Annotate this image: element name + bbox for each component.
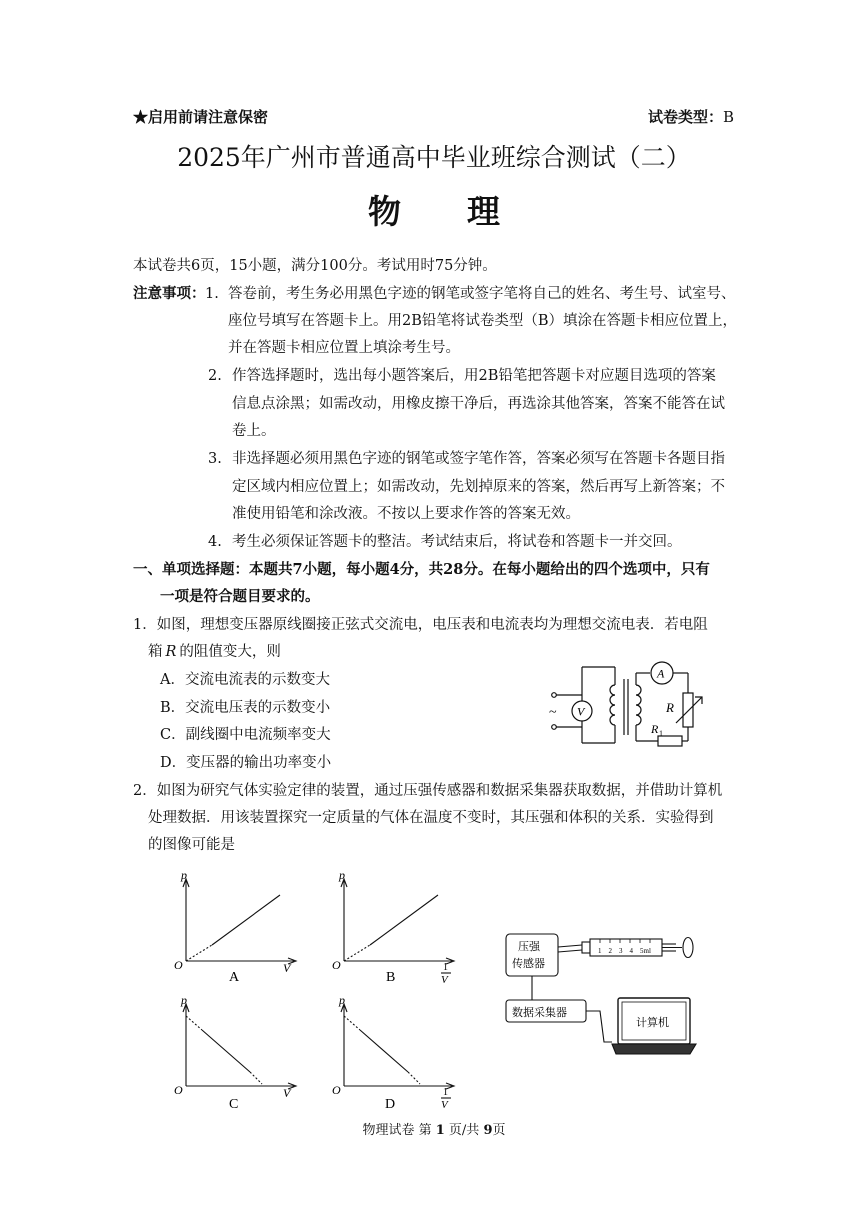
note-4-line: 考生必须保证答题卡的整洁。考试结束后，将试卷和答题卡一并交回。 [232,534,682,550]
q1-option-d: D．变压器的输出功率变小 [160,755,332,771]
note-3-num: 3. [208,451,222,467]
graph-c [170,990,305,1115]
computer-label: 计算机 [636,1017,669,1029]
graph-d-ylabel: p [339,993,345,1007]
rheostat-label: R [666,700,674,715]
paper-type-value: B [723,108,735,126]
graph-d-xlabel-num: 1 [443,1087,448,1098]
graph-a-label: A [229,970,240,985]
paper-type-label: 试卷类型： [648,108,724,126]
note-2-line: 作答选择题时，选出每小题答案后，用2B铅笔把答题卡对应题目选项的答案 [232,368,716,384]
graph-c-label: C [229,1097,239,1112]
footer-post: 页 [492,1123,506,1138]
q1-stem-cont [148,642,281,662]
exam-title: 2025年广州市普通高中毕业班综合测试（二） [177,143,691,172]
resistor-label: R [651,722,659,736]
graph-d [328,990,463,1115]
note-1-line: 答卷前，考生务必用黑色字迹的钢笔或签字笔将自己的姓名、考生号、试室号、 [228,286,736,302]
note-2-line: 信息点涂黑；如需改动，用橡皮擦干净后，再选涂其他答案，答案不能答在试 [232,396,725,412]
pressure-sensor-label: 压强 [518,941,540,953]
graph-d-origin: O [332,1083,341,1097]
footer-total-pages: 9 [483,1123,493,1138]
graph-c-ylabel: p [181,993,187,1007]
q1-stem: 1．如图，理想变压器原线圈接正弦式交流电，电压表和电流表均为理想交流电表．若电阻 [133,617,708,633]
page-footer [0,1122,868,1140]
gas-apparatus-diagram [500,922,710,1062]
voltmeter-label: V [577,704,585,719]
graph-d-label: D [385,1097,396,1112]
note-1-line: 座位号填写在答题卡上。用2B铅笔将试卷类型（B）填涂在答题卡相应位置上， [228,313,738,329]
footer-pre: 物理试卷 第 [362,1123,436,1138]
graph-b-origin: O [332,958,341,972]
q2-stem-cont: 的图像可能是 [148,837,235,853]
graph-c-xlabel: V [283,1086,291,1100]
graph-b-xlabel-den: V [441,974,448,986]
q1-option-c: C．副线圈中电流频率变大 [160,727,331,743]
transformer-circuit-diagram [540,655,720,755]
data-collector-label: 数据采集器 [512,1007,567,1019]
graph-d-xlabel-den: V [441,1099,448,1111]
q2-stem-cont: 处理数据．用该装置探究一定质量的气体在温度不变时，其压强和体积的关系．实验得到 [148,810,714,826]
note-4-num: 4. [208,534,222,550]
note-1-num: 1. [205,286,219,302]
footer-page-number: 1 [435,1123,445,1138]
note-3-line: 准使用铅笔和涂改液。不按以上要求作答的答案无效。 [232,506,580,522]
q1-stem-post: 的阻值变大，则 [179,644,281,660]
graph-c-origin: O [174,1083,183,1097]
graph-b-ylabel: p [339,868,345,882]
syringe-scale: 1 2 3 4 5ml [598,947,651,955]
graph-b-xlabel-num: 1 [443,962,448,973]
note-3-line: 定区域内相应位置上；如需改动，先划掉原来的答案，然后再写上新答案；不 [232,479,725,495]
graph-a-origin: O [174,958,183,972]
graph-b-label: B [386,970,396,985]
ac-source-symbol: ~ [549,705,557,720]
pressure-sensor-label-line2: 传感器 [512,958,545,970]
graph-b [328,865,463,990]
resistor-subscript: 1 [659,729,663,738]
section1-heading: 一、单项选择题：本题共7小题，每小题4分，共28分。在每小题给出的四个选项中，只有 [133,561,710,578]
graph-a [170,865,305,990]
q1-option-b: B．交流电压表的示数变小 [160,700,331,716]
footer-mid: 页/共 [444,1123,484,1138]
subject-title: 物 理 [368,192,500,231]
q1-stem-pre: 箱 [148,644,163,660]
notes-label: 注意事项： [133,285,206,302]
paper-type [648,107,734,127]
graph-a-xlabel: V [283,961,291,975]
note-1-line: 并在答题卡相应位置上填涂考生号。 [228,340,460,356]
note-3-line: 非选择题必须用黑色字迹的钢笔或签字笔作答，答案必须写在答题卡各题目指 [232,451,725,467]
q1-option-a: A．交流电流表的示数变大 [160,672,330,688]
ammeter-label: A [657,666,665,681]
confidential-mark: ★启用前请注意保密 [133,108,269,126]
note-2-line: 卷上。 [232,423,276,439]
q1-var-r: R [165,644,177,660]
section1-heading-cont: 一项是符合题目要求的。 [160,588,320,605]
graph-a-ylabel: p [181,868,187,882]
note-2-num: 2. [208,368,222,384]
intro-text: 本试卷共6页，15小题，满分100分。考试用时75分钟。 [133,258,497,274]
q2-stem: 2．如图为研究气体实验定律的装置，通过压强传感器和数据采集器获取数据，并借助计算机 [133,783,723,799]
